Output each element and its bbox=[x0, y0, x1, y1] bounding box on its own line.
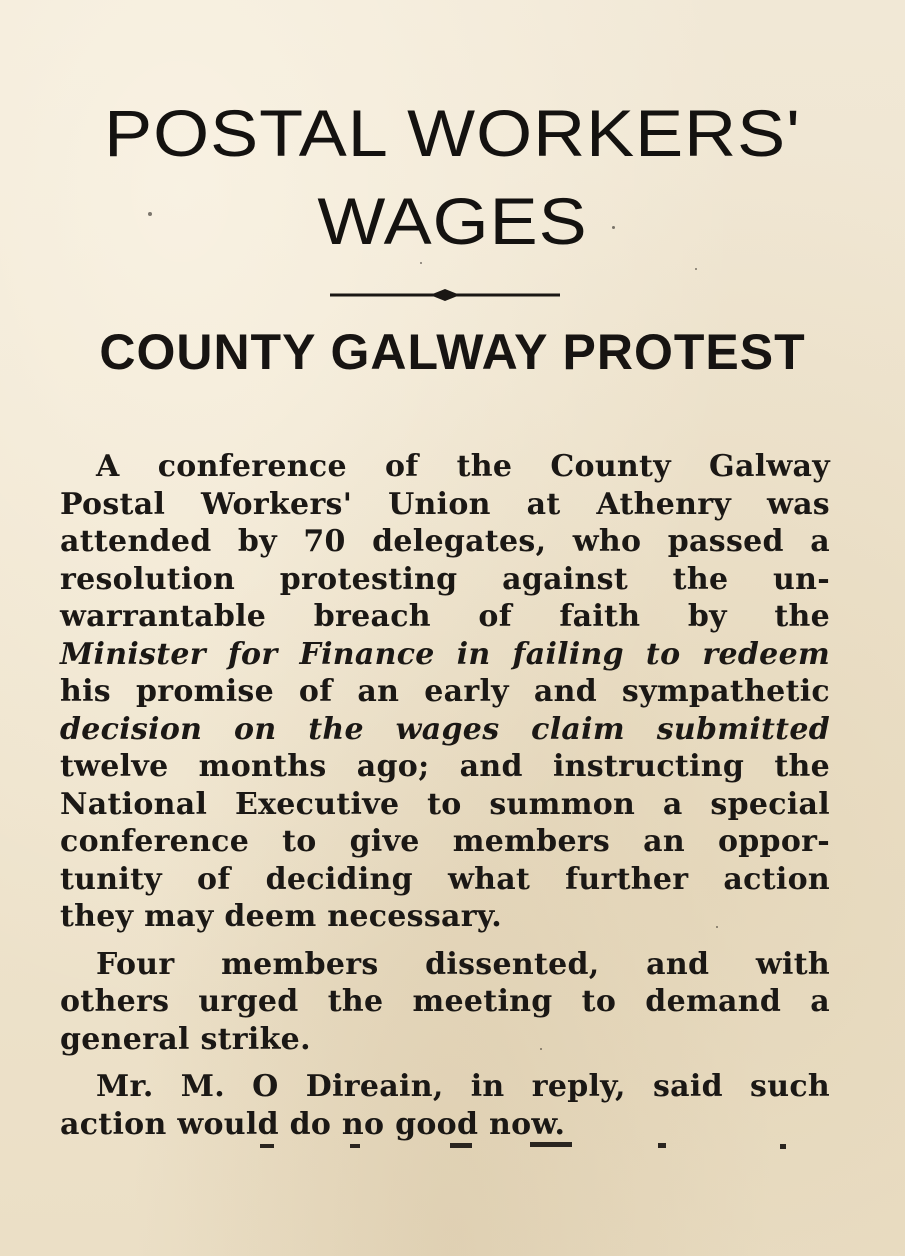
paragraph-1-line: Postal Workers' Union at Athenry was bbox=[60, 486, 830, 522]
paragraph-1-line: Minister for Finance in failing to redeem bbox=[60, 636, 830, 672]
paragraph-1-line: resolution protesting against the un- bbox=[60, 561, 830, 597]
decorative-rule-divider bbox=[330, 285, 560, 305]
headline-line-2: WAGES bbox=[317, 185, 588, 259]
paragraph-2-line: others urged the meeting to demand a bbox=[60, 984, 830, 1019]
paragraph-1-line: A conference of the County Galway bbox=[96, 449, 830, 484]
paragraph-1-line: decision on the wages claim submitted bbox=[60, 711, 830, 747]
paragraph-3-line: action would do no good now. bbox=[60, 1106, 566, 1142]
paragraph-2 bbox=[60, 946, 830, 1059]
print-speck bbox=[540, 1048, 542, 1050]
paragraph-1-line: attended by 70 delegates, who passed a bbox=[60, 524, 830, 559]
paragraph-1-line: they may deem necessary. bbox=[60, 899, 502, 934]
paragraph-1-line: tunity of deciding what further action bbox=[60, 861, 830, 897]
paragraph-1-line: conference to give members an oppor- bbox=[60, 824, 830, 859]
paragraph-3-line: Mr. M. O Direain, in reply, said such bbox=[96, 1069, 830, 1104]
cut-off-next-line-fragment bbox=[150, 1138, 810, 1154]
paragraph-1-line: warrantable breach of faith by the bbox=[60, 599, 830, 634]
print-speck bbox=[716, 926, 718, 928]
paragraph-2-line: Four members dissented, and with bbox=[96, 946, 830, 982]
paragraph-1-line: his promise of an early and sympathetic bbox=[60, 674, 830, 709]
print-speck bbox=[695, 268, 697, 270]
paragraph-2-line: general strike. bbox=[60, 1021, 311, 1057]
print-speck bbox=[148, 212, 152, 216]
paragraph-1-line: twelve months ago; and instructing the bbox=[60, 749, 830, 784]
paragraph-1-line: National Executive to summon a special bbox=[60, 786, 830, 822]
paragraph-1 bbox=[60, 448, 830, 936]
article-body bbox=[60, 448, 830, 1143]
headline-line-1: POSTAL WORKERS' bbox=[104, 97, 801, 171]
paragraph-3 bbox=[60, 1068, 830, 1143]
print-speck bbox=[612, 226, 615, 229]
print-speck bbox=[420, 262, 422, 264]
subheadline: COUNTY GALWAY PROTEST bbox=[99, 324, 806, 380]
